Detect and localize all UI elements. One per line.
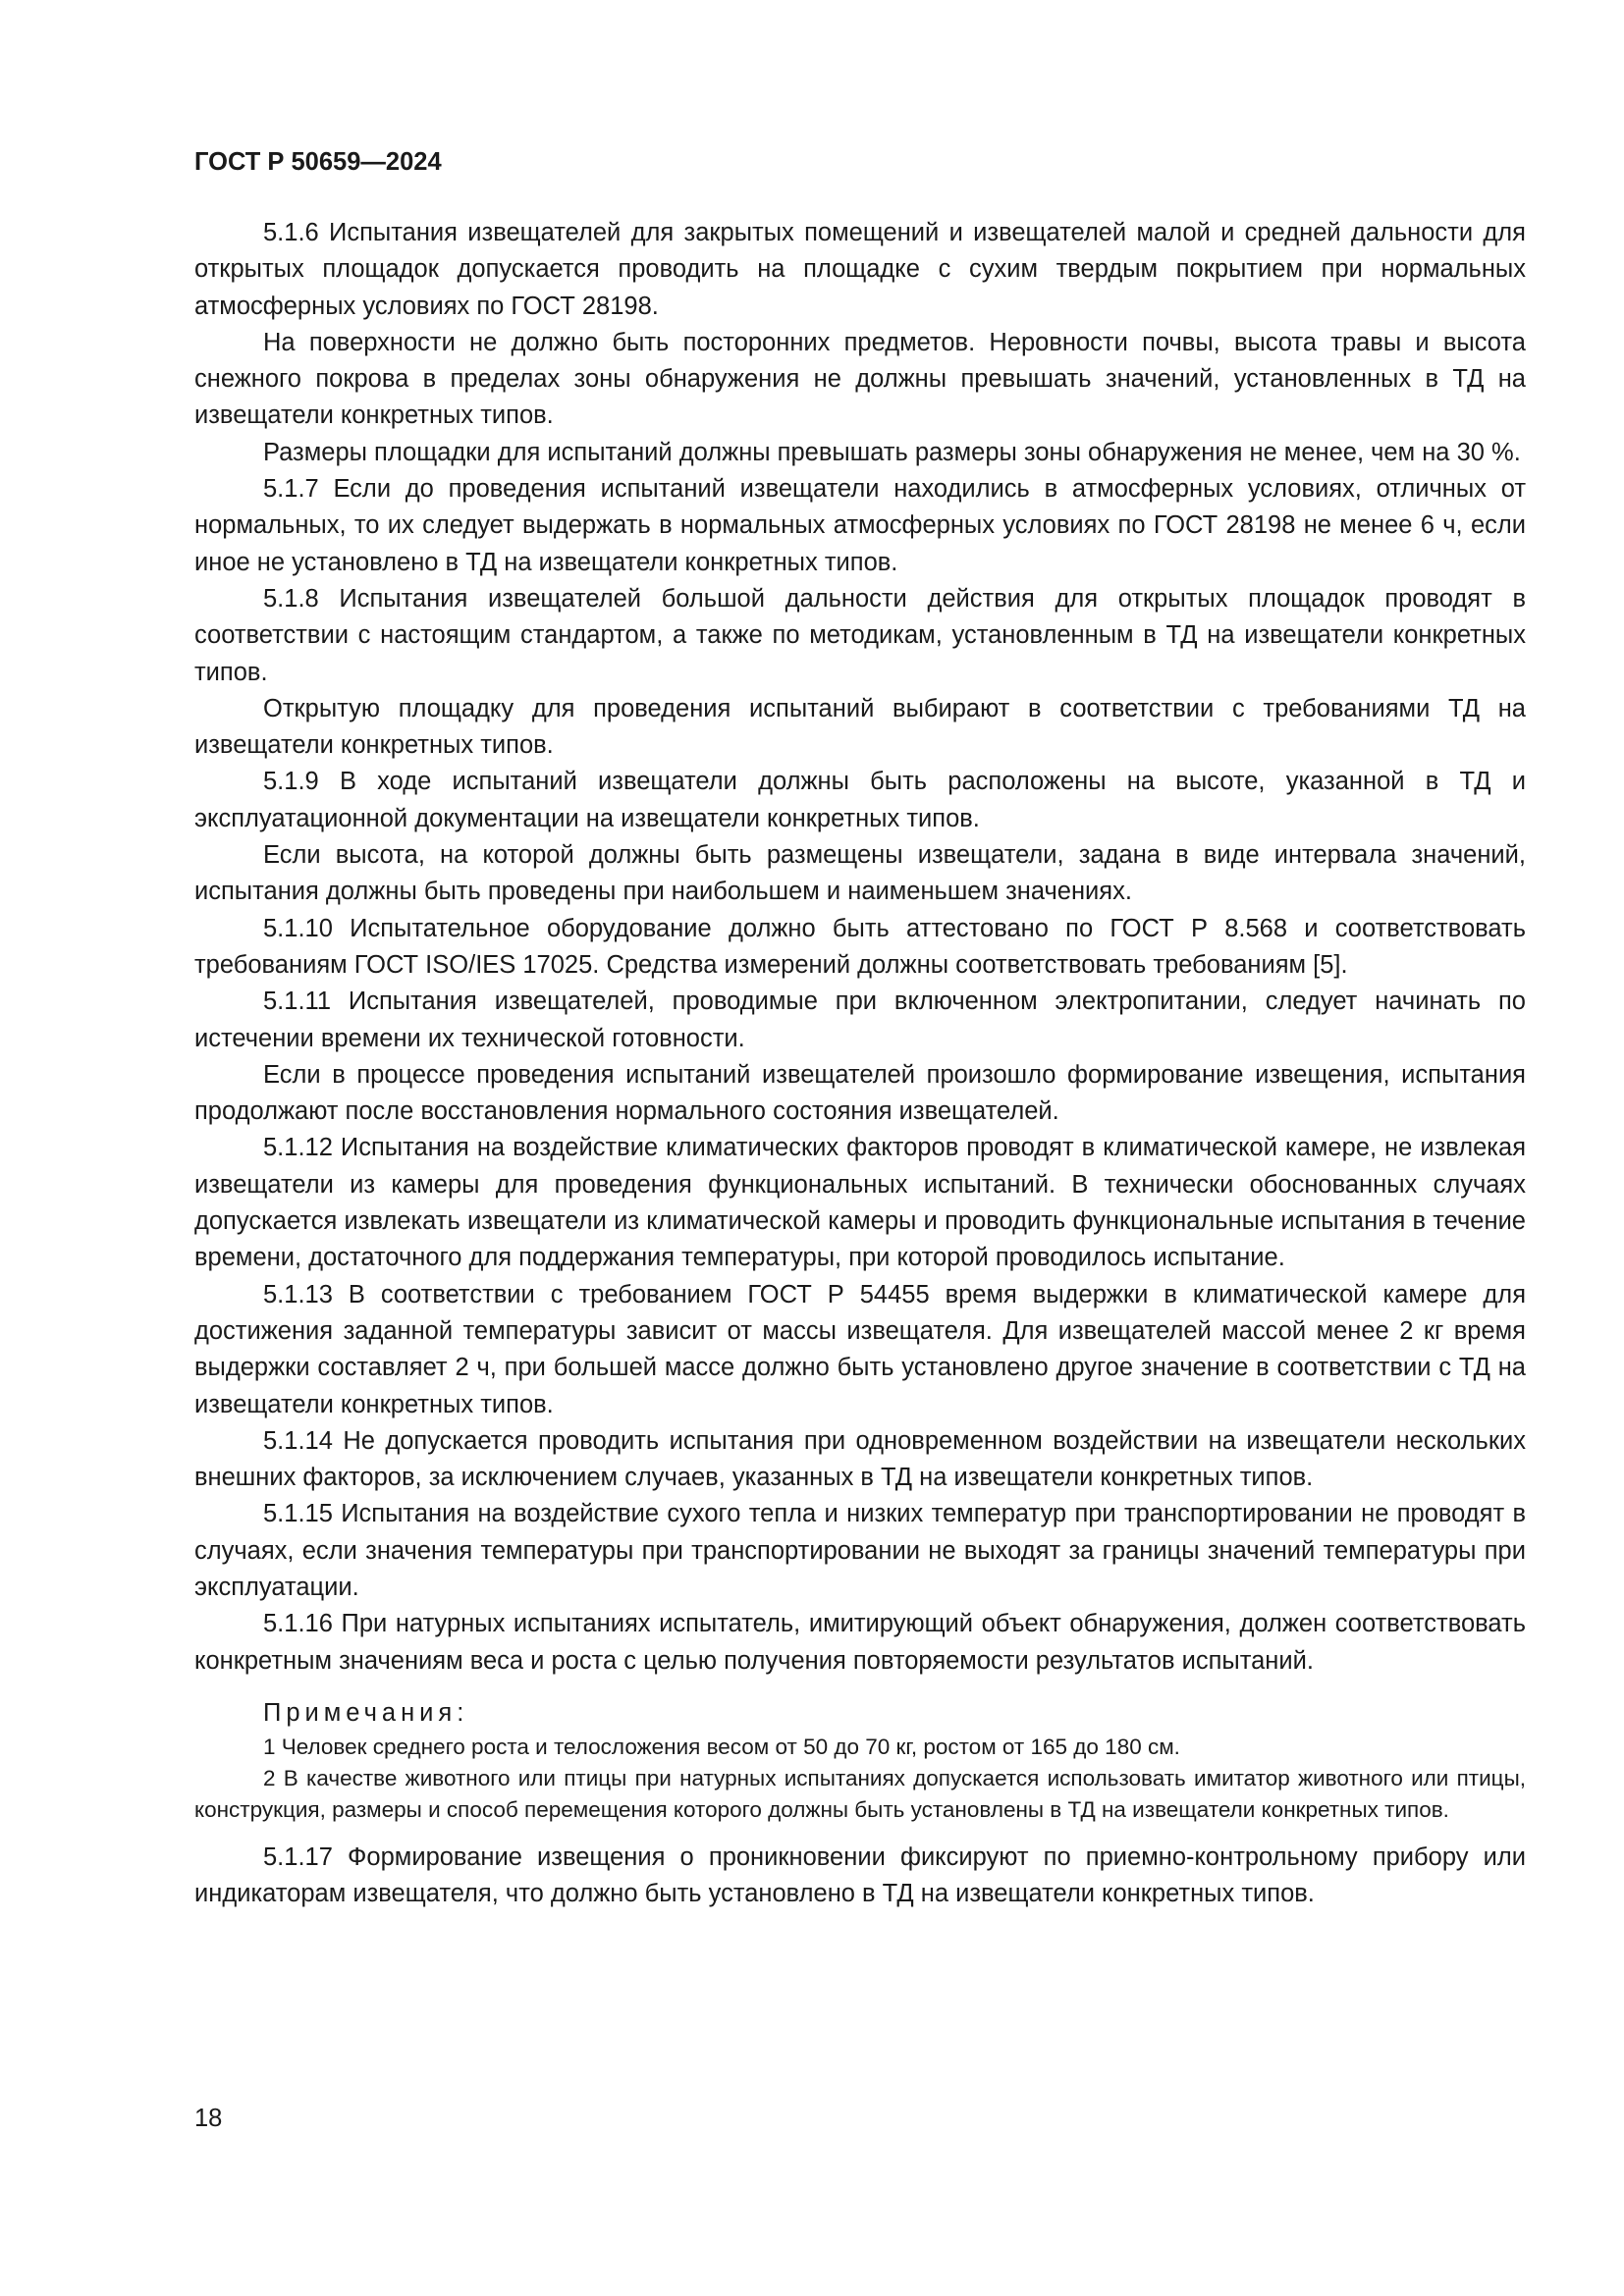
notes-block — [194, 1695, 1526, 1826]
paragraph: Если высота, на которой должны быть размещены извещатели, задана в виде интервала значений, испытания должны быть проведены при наибольшем и наименьшем значениях. — [194, 841, 1526, 906]
page-number: 18 — [194, 2105, 223, 2132]
paragraph: 5.1.12 Испытания на воздействие климатических факторов проводят в климатической камере, не извлекая извещатели из камеры для проведения функциональных испытаний. В технически обоснованных случаях допускается извлекать извещатели из климатической камеры и проводить функциональные испытания в течение времени, достаточного для поддержания температуры, при которой проводилось испытание. — [194, 1134, 1526, 1272]
notes-title: Примечания: — [263, 1698, 469, 1727]
document-page — [194, 147, 1526, 1913]
paragraph: 5.1.11 Испытания извещателей, проводимые при включенном электропитании, следует начинать по истечении времени их технической готовности. — [194, 988, 1526, 1052]
document-header: ГОСТ Р 50659—2024 — [194, 148, 442, 176]
document-body — [194, 215, 1526, 1913]
paragraph: 5.1.9 В ходе испытаний извещатели должны быть расположены на высоте, указанной в ТД и эксплуатационной документации на извещатели конкретных типов. — [194, 768, 1526, 832]
paragraph: 5.1.17 Формирование извещения о проникновении фиксируют по приемно-контрольному прибору или индикаторам извещателя, что должно быть установлено в ТД на извещатели конкретных типов. — [194, 1843, 1526, 1908]
paragraph: Размеры площадки для испытаний должны превышать размеры зоны обнаружения не менее, чем на 30 %. — [263, 438, 1521, 466]
note-item: 2 В качестве животного или птицы при натурных испытаниях допускается использовать имитатор животного или птицы, конструкция, размеры и способ перемещения которого должны быть установлены в ТД на извещатели конкретных типов. — [194, 1766, 1526, 1823]
paragraph: Открытую площадку для проведения испытаний выбирают в соответствии с требованиями ТД на извещатели конкретных типов. — [194, 694, 1526, 760]
paragraph: 5.1.15 Испытания на воздействие сухого тепла и низких температур при транспортировании не проводят в случаях, если значения температуры при транспортировании не выходят за границы значений температуры при эксплуатации. — [194, 1500, 1526, 1601]
paragraph: 5.1.16 При натурных испытаниях испытатель, имитирующий объект обнаружения, должен соответствовать конкретным значениям веса и роста с целью получения повторяемости результатов испытаний. — [194, 1610, 1526, 1675]
paragraph: 5.1.6 Испытания извещателей для закрытых помещений и извещателей малой и средней дальности для открытых площадок допускается проводить на площадке с сухим твердым покрытием при нормальных атмосферных условиях по ГОСТ 28198. — [194, 219, 1526, 320]
paragraph: Если в процессе проведения испытаний извещателей произошло формирование извещения, испытания продолжают после восстановления нормального состояния извещателей. — [194, 1060, 1526, 1126]
paragraph: 5.1.10 Испытательное оборудование должно быть аттестовано по ГОСТ Р 8.568 и соответствовать требованиям ГОСТ ISO/IES 17025. Средства измерений должны соответствовать требованиям [5]. — [194, 914, 1526, 979]
paragraph: На поверхности не должно быть посторонних предметов. Неровности почвы, высота травы и высота снежного покрова в пределах зоны обнаружения не должны превышать значений, установленных в ТД на извещатели конкретных типов. — [194, 328, 1526, 430]
paragraph: 5.1.7 Если до проведения испытаний извещатели находились в атмосферных условиях, отличных от нормальных, то их следует выдержать в нормальных атмосферных условиях по ГОСТ 28198 не менее 6 ч, если иное не установлено в ТД на извещатели конкретных типов. — [194, 475, 1526, 576]
paragraph: 5.1.8 Испытания извещателей большой дальности действия для открытых площадок проводят в соответствии с настоящим стандартом, а также по методикам, установленным в ТД на извещатели конкретных типов. — [194, 584, 1526, 686]
note-item: 1 Человек среднего роста и телосложения весом от 50 до 70 кг, ростом от 165 до 180 см. — [263, 1735, 1180, 1760]
paragraph: 5.1.13 В соответствии с требованием ГОСТ Р 54455 время выдержки в климатической камере для достижения заданной температуры зависит от массы извещателя. Для извещателей массой менее 2 кг время выдержки составляет 2 ч, при большей массе должно быть установлено другое значение в соответствии с ТД на извещатели конкретных типов. — [194, 1280, 1526, 1418]
paragraph: 5.1.14 Не допускается проводить испытания при одновременном воздействии на извещатели нескольких внешних факторов, за исключением случаев, указанных в ТД на извещатели конкретных типов. — [194, 1426, 1526, 1492]
